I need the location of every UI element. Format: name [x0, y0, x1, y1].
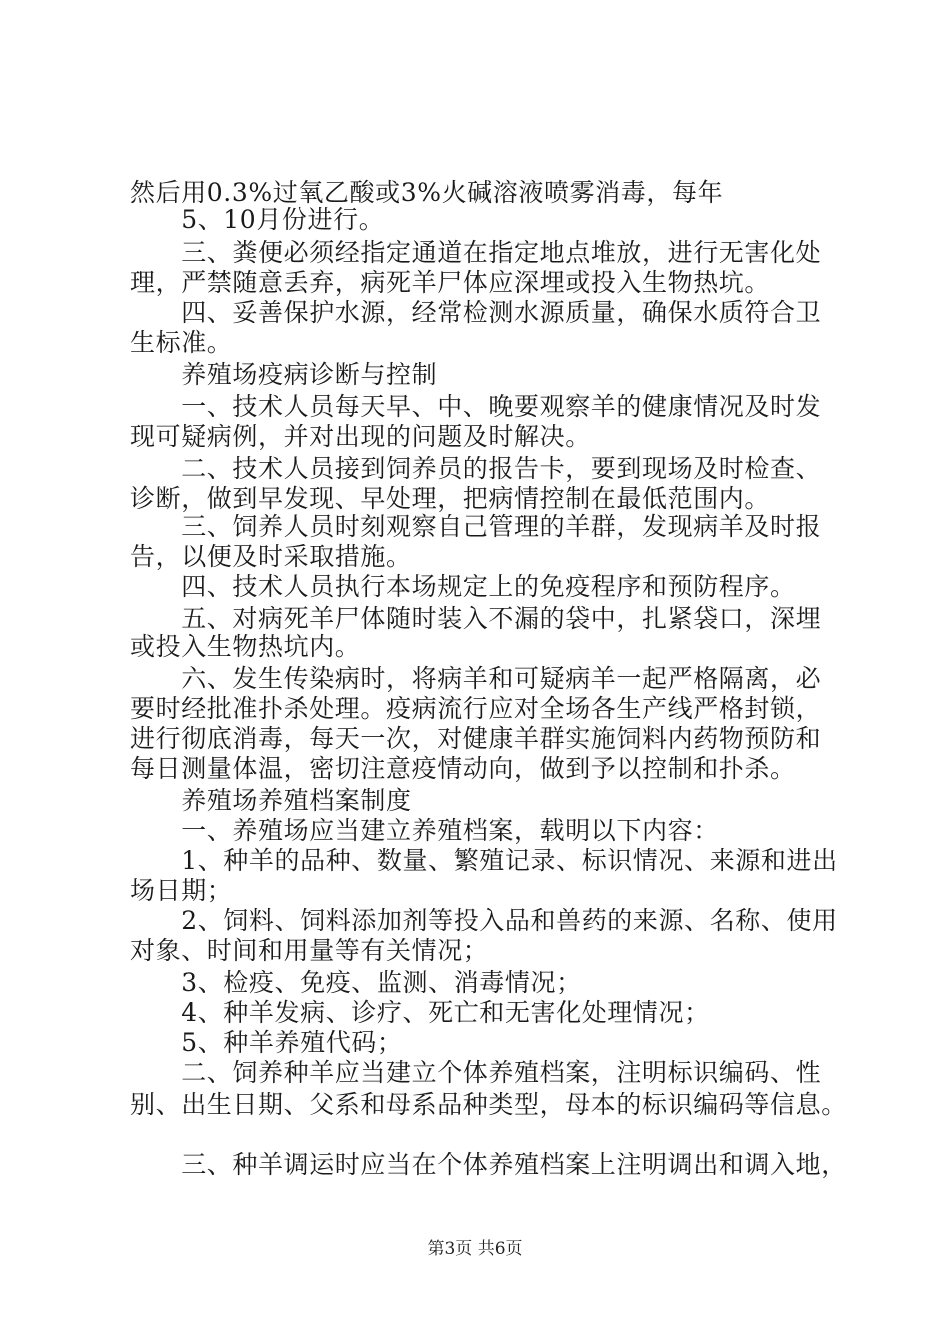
text-line: 现可疑病例，并对出现的问题及时解决。 [130, 422, 591, 451]
page-number-footer: 第3页 共6页 [427, 1239, 523, 1259]
text-line: 对象、时间和用量等有关情况； [130, 936, 489, 965]
text-line: 告，以便及时采取措施。 [130, 542, 412, 571]
text-line: 生标准。 [130, 328, 233, 357]
text-line: 2、饲料、饲料添加剂等投入品和兽药的来源、名称、使用 [130, 906, 838, 935]
text-line: 别、出生日期、父系和母系品种类型，母本的标识编码等信息。 [130, 1090, 847, 1119]
text-line: 4、种羊发病、诊疗、死亡和无害化处理情况； [130, 998, 710, 1027]
text-line: 然后用0.3%过氧乙酸或3%火碱溶液喷雾消毒，每年 [130, 178, 724, 207]
text-line: 三、粪便必须经指定通道在指定地点堆放，进行无害化处 [130, 238, 822, 267]
text-line: 一、养殖场应当建立养殖档案，载明以下内容： [130, 816, 719, 845]
text-line: 二、饲养种羊应当建立个体养殖档案，注明标识编码、性 [130, 1058, 822, 1087]
text-line: 要时经批准扑杀处理。疫病流行应对全场各生产线严格封锁， [130, 694, 822, 723]
text-line: 1、种羊的品种、数量、繁殖记录、标识情况、来源和进出 [130, 846, 838, 875]
text-line: 3、检疫、免疫、监测、消毒情况； [130, 968, 582, 997]
section-heading: 养殖场疫病诊断与控制 [130, 360, 438, 389]
text-line: 场日期； [130, 876, 233, 905]
text-line: 四、技术人员执行本场规定上的免疫程序和预防程序。 [130, 572, 796, 601]
text-line: 进行彻底消毒，每天一次，对健康羊群实施饲料内药物预防和 [130, 724, 822, 753]
text-line: 一、技术人员每天早、中、晚要观察羊的健康情况及时发 [130, 392, 822, 421]
text-line: 四、妥善保护水源，经常检测水源质量，确保水质符合卫 [130, 298, 822, 327]
section-heading: 养殖场养殖档案制度 [130, 786, 412, 815]
text-line: 二、技术人员接到饲养员的报告卡，要到现场及时检查、 [130, 454, 822, 483]
text-line: 5、种羊养殖代码； [130, 1028, 403, 1057]
text-line: 诊断，做到早发现、早处理，把病情控制在最低范围内。 [130, 484, 771, 513]
text-line: 每日测量体温，密切注意疫情动向，做到予以控制和扑杀。 [130, 754, 796, 783]
text-line: 三、饲养人员时刻观察自己管理的羊群，发现病羊及时报 [130, 512, 822, 541]
text-line: 五、对病死羊尸体随时装入不漏的袋中，扎紧袋口，深埋 [130, 604, 822, 633]
text-line: 六、发生传染病时，将病羊和可疑病羊一起严格隔离，必 [130, 664, 822, 693]
text-line: 5、10月份进行。 [130, 205, 385, 234]
text-line: 或投入生物热坑内。 [130, 632, 361, 661]
text-line: 理，严禁随意丢弃，病死羊尸体应深埋或投入生物热坑。 [130, 268, 771, 297]
text-line: 三、种羊调运时应当在个体养殖档案上注明调出和调入地， [130, 1150, 847, 1179]
